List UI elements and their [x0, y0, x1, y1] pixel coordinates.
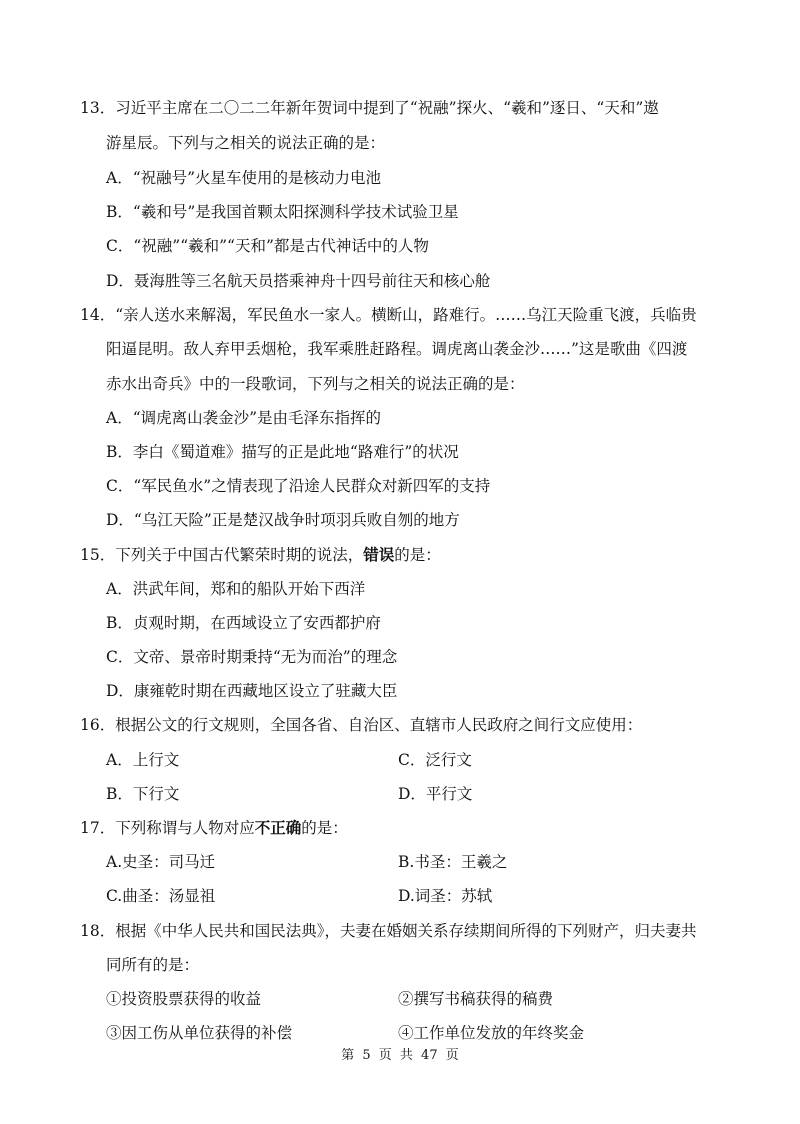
q17-stem-pre: 17．下列称谓与人物对应: [80, 819, 255, 837]
q13-option-c: C．“祝融”“羲和”“天和”都是古代神话中的人物: [106, 237, 429, 255]
page-number-footer: 第 5 页 共 47 页: [341, 1048, 459, 1063]
q14-option-b: B．李白《蜀道难》描写的正是此地“路难行”的状况: [106, 443, 459, 461]
q15-option-c: C．文帝、景帝时期秉持“无为而治”的理念: [106, 648, 398, 666]
q18-item-1: ①投资股票获得的收益: [106, 990, 262, 1008]
q15-stem-emphasis: 错误: [363, 545, 395, 564]
q17-option-b: B.书圣：王羲之: [398, 853, 508, 871]
q14-stem-line3: 赤水出奇兵》中的一段歌词，下列与之相关的说法正确的是：: [106, 375, 525, 393]
q17-stem-emphasis: 不正确: [254, 818, 302, 837]
q13-option-b: B．“羲和号”是我国首颗太阳探测科学技术试验卫星: [106, 203, 459, 221]
q18-stem-line1: 18．根据《中华人民共和国民法典》，夫妻在婚姻关系存续期间所得的下列财产，归夫妻共: [80, 922, 697, 940]
q17-option-c: C.曲圣：汤显祖: [106, 887, 216, 905]
q18-item-2: ②撰写书稿获得的稿费: [398, 990, 554, 1008]
q17-option-a: A.史圣：司马迁: [106, 853, 216, 871]
q18-item-4: ④工作单位发放的年终奖金: [398, 1024, 585, 1042]
q17-stem-post: 的是：: [301, 819, 348, 837]
q16-option-c: C．泛行文: [398, 751, 472, 769]
q13-option-a: A．“祝融号”火星车使用的是核动力电池: [106, 169, 382, 187]
q13-stem-line2: 游星辰。下列与之相关的说法正确的是：: [106, 134, 386, 152]
q15-stem-post: 的是：: [394, 546, 441, 564]
q16-option-d: D．平行文: [398, 785, 473, 803]
q15-option-a: A．洪武年间，郑和的船队开始下西洋: [106, 580, 366, 598]
q15-stem-pre: 15．下列关于中国古代繁荣时期的说法，: [80, 546, 364, 564]
q14-option-a: A．“调虎离山袭金沙”是由毛泽东指挥的: [106, 409, 382, 427]
q14-option-d: D．“乌江天险”正是楚汉战争时项羽兵败自刎的地方: [106, 511, 460, 529]
q17-option-d: D.词圣：苏轼: [398, 887, 493, 905]
q16-option-a: A．上行文: [106, 751, 180, 769]
q17-stem: [80, 817, 730, 839]
q14-stem-line2: 阳逼昆明。敌人弃甲丢烟枪，我军乘胜赶路程。调虎离山袭金沙……”这是歌曲《四渡: [106, 340, 688, 358]
q13-option-d: D．聂海胜等三名航天员搭乘神舟十四号前往天和核心舱: [106, 272, 491, 290]
q14-option-c: C．“军民鱼水”之情表现了沿途人民群众对新四军的支持: [106, 477, 491, 495]
q15-option-b: B．贞观时期，在西域设立了安西都护府: [106, 614, 381, 632]
q13-stem-line1: 13．习近平主席在二〇二二年新年贺词中提到了“祝融”探火、“羲和”逐日、“天和”遨: [80, 99, 659, 117]
q14-stem-line1: 14．“亲人送水来解渴，军民鱼水一家人。横断山，路难行。……乌江天险重飞渡，兵临贵: [80, 306, 697, 324]
q15-stem: [80, 544, 730, 566]
q15-option-d: D．康雍乾时期在西藏地区设立了驻藏大臣: [106, 682, 398, 700]
q18-stem-line2: 同所有的是：: [106, 956, 200, 974]
q16-stem: 16．根据公文的行文规则，全国各省、自治区、直辖市人民政府之间行文应使用：: [80, 716, 643, 734]
q18-item-3: ③因工伤从单位获得的补偿: [106, 1024, 293, 1042]
q16-option-b: B．下行文: [106, 785, 180, 803]
